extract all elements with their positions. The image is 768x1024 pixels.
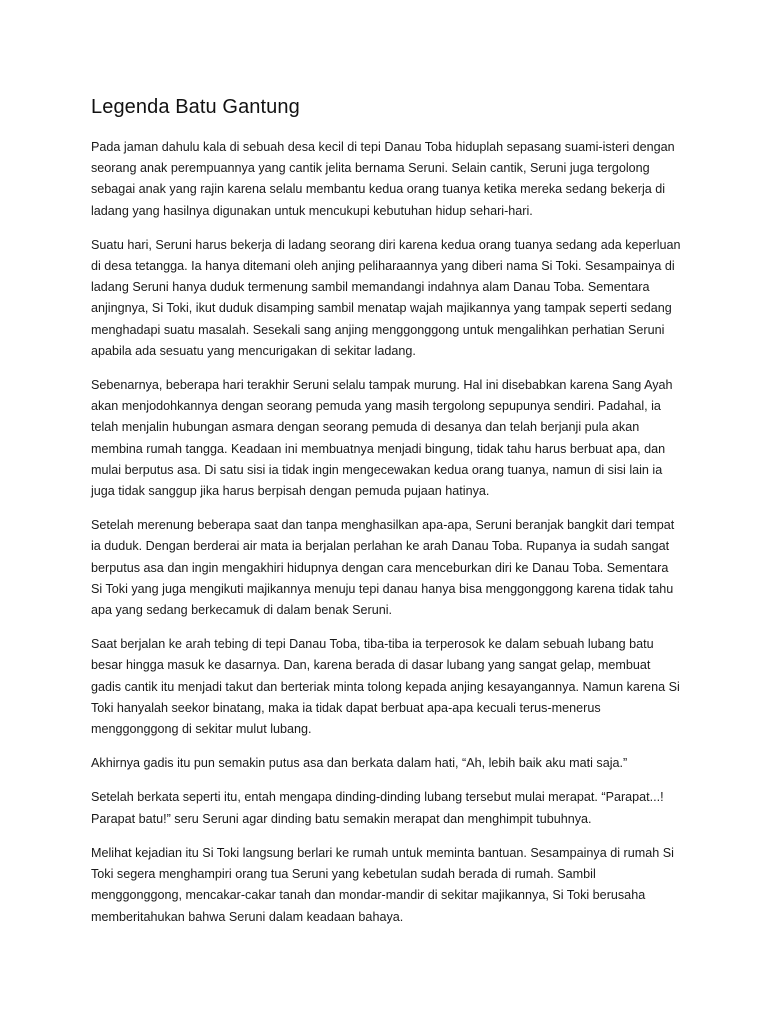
paragraph-1: Pada jaman dahulu kala di sebuah desa kecil di tepi Danau Toba hiduplah sepasang suami-isteri dengan seorang anak perempuannya yang cantik jelita bernama Seruni. Selain cantik, Seruni juga tergolong sebagai anak yang rajin karena selalu membantu kedua orang tuanya ketika mereka sedang bekerja di ladang yang hasilnya digunakan untuk mencukupi kebutuhan hidup sehari-hari. (91, 140, 675, 218)
paragraph-6: Akhirnya gadis itu pun semakin putus asa dan berkata dalam hati, “Ah, lebih baik aku mati saja.” (91, 756, 628, 771)
paragraph-7: Setelah berkata seperti itu, entah mengapa dinding-dinding lubang tersebut mulai merapat. “Parapat...! Parapat batu!” seru Seruni agar dinding batu semakin merapat dan menghimpit tubuhnya. (91, 790, 664, 826)
document-page (91, 94, 683, 941)
paragraph-4: Setelah merenung beberapa saat dan tanpa menghasilkan apa-apa, Seruni beranjak bangkit dari tempat ia duduk. Dengan berderai air mata ia berjalan perlahan ke arah Danau Toba. Rupanya ia sudah sangat berputus asa dan ingin mengakhiri hidupnya dengan cara menceburkan diri ke Danau Toba. Sementara Si Toki yang juga mengikuti majikannya menuju tepi danau hanya bisa menggonggong karena tidak tahu apa yang sedang berkecamuk di dalam benak Seruni. (91, 518, 675, 618)
paragraph-2: Suatu hari, Seruni harus bekerja di ladang seorang diri karena kedua orang tuanya sedang ada keperluan di desa tetangga. Ia hanya ditemani oleh anjing peliharaannya yang diberi nama Si Toki. Sesampainya di ladang Seruni hanya duduk termenung sambil memandangi indahnya alam Danau Toba. Sementara anjingnya, Si Toki, ikut duduk disamping sambil menatap wajah majikannya yang tampak seperti sedang menghadapi suatu masalah. Sesekali sang anjing menggonggong untuk mengalihkan perhatian Seruni apabila ada sesuatu yang mencurigakan di sekitar ladang. (91, 237, 681, 358)
paragraph-5: Saat berjalan ke arah tebing di tepi Danau Toba, tiba-tiba ia terperosok ke dalam sebuah lubang batu besar hingga masuk ke dasarnya. Dan, karena berada di dasar lubang yang sangat gelap, membuat gadis cantik itu menjadi takut dan berteriak minta tolong kepada anjing kesayangannya. Namun karena Si Toki hanyalah seekor binatang, maka ia tidak dapat berbuat apa-apa kecuali terus-menerus menggonggong di sekitar mulut lubang. (91, 637, 680, 737)
document-title: Legenda Batu Gantung (91, 96, 300, 118)
paragraph-8: Melihat kejadian itu Si Toki langsung berlari ke rumah untuk meminta bantuan. Sesampainya di rumah Si Toki segera menghampiri orang tua Seruni yang kebetulan sudah berada di rumah. Sambil menggonggong, mencakar-cakar tanah dan mondar-mandir di sekitar majikannya, Si Toki berusaha memberitahukan bahwa Seruni dalam keadaan bahaya. (91, 845, 674, 924)
paragraph-3: Sebenarnya, beberapa hari terakhir Seruni selalu tampak murung. Hal ini disebabkan karena Sang Ayah akan menjodohkannya dengan seorang pemuda yang masih tergolong sepupunya sendiri. Padahal, ia telah menjalin hubungan asmara dengan seorang pemuda di desanya dan telah berjanji pula akan membina rumah tangga. Keadaan ini membuatnya menjadi bingung, tidak tahu harus berbuat apa, dan mulai berputus asa. Di satu sisi ia tidak ingin mengecewakan kedua orang tuanya, namun di sisi lain ia juga tidak sanggup jika harus berpisah dengan pemuda pujaan hatinya. (91, 378, 673, 499)
